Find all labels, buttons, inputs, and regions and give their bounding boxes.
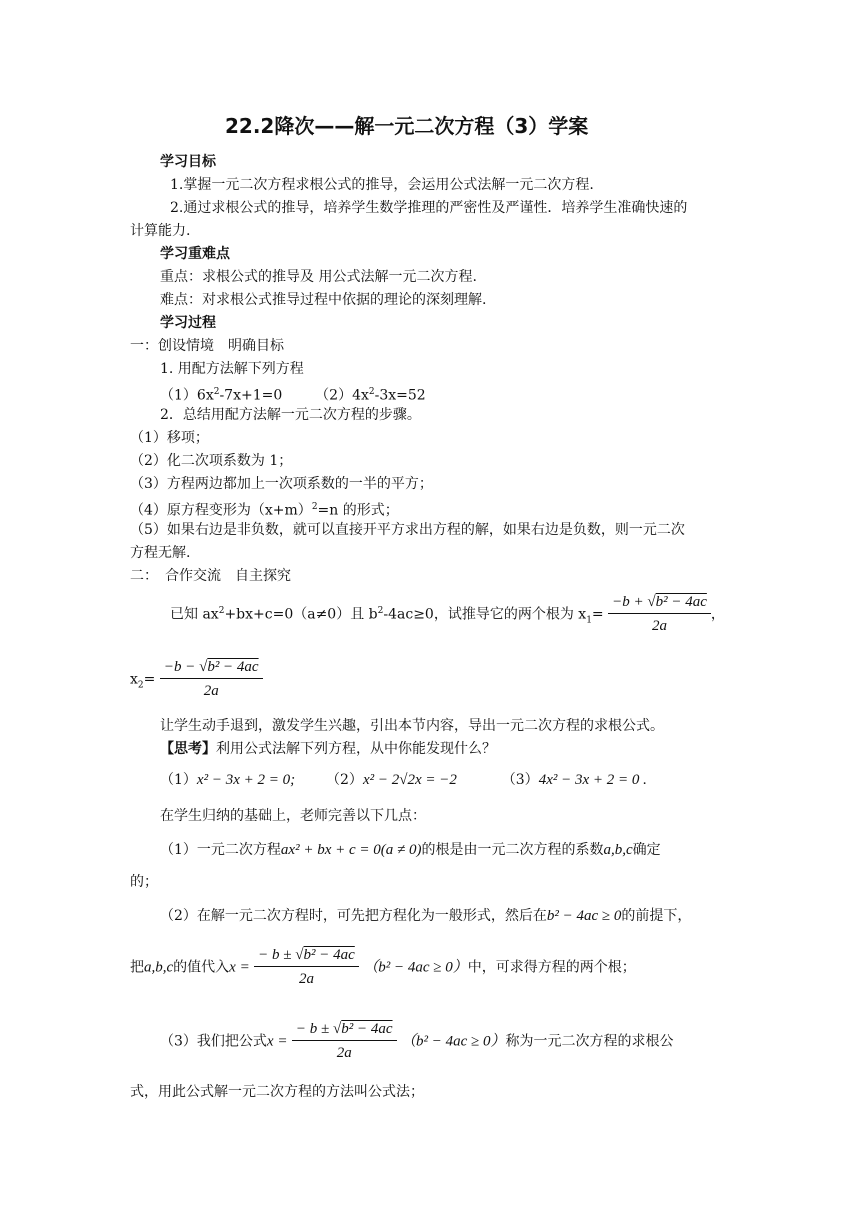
objective-2: 2.通过求根公式的推导，培养学生数学推理的严密性及严谨性．培养学生准确快速的 <box>170 200 688 216</box>
s2-radicand: b² − 4ac <box>303 947 355 963</box>
t2-label: （2） <box>326 772 363 788</box>
t2-equation: x² − 2√2x = −2 <box>362 772 457 788</box>
think-equations <box>160 770 647 790</box>
s2-c: 把 <box>130 959 144 976</box>
eq1-a: （1）6x <box>160 387 214 404</box>
objective-2-cont: 计算能力. <box>130 223 191 239</box>
page-title: 22.2降次——解一元二次方程（3）学案 <box>225 114 589 138</box>
think-label: 【思考】 <box>160 741 216 757</box>
focus-text: 重点：求根公式的推导及 用公式法解一元二次方程. <box>160 269 477 285</box>
step-4-a: （4）原方程变形为（x+m） <box>130 502 312 519</box>
question-1-equations: $(1)6x^2-7x+1=0$ $(2)4x^2-3x=52$ <box>160 387 426 404</box>
derive-d: = <box>591 606 604 623</box>
s2-condition: b² − 4ac ≥ 0 <box>546 908 622 924</box>
x1-radicand: b² − 4ac <box>655 594 707 611</box>
s1-a: （1）一元二次方程 <box>160 842 281 858</box>
step-4-b: =n 的形式； <box>317 502 399 519</box>
s3-b: 称为一元二次方程的求根公 <box>505 1033 674 1050</box>
s1-b: 的根是由一元二次方程的系数 <box>421 842 604 858</box>
part1-heading: 一：创设情境 明确目标 <box>130 338 284 354</box>
s2-x: x = <box>229 959 250 976</box>
difficulty-text: 难点：对求根公式推导过程中依据的理论的深刻理解. <box>160 292 487 308</box>
objectives-heading: 学习目标 <box>160 154 216 170</box>
t3-equation: 4x² − 3x + 2 = 0 . <box>538 772 647 788</box>
question-2: 2．总结用配方法解一元二次方程的步骤。 <box>160 407 421 423</box>
s2-b: 的前提下， <box>621 908 692 924</box>
derive-a: 已知 ax <box>170 606 219 623</box>
s3-num-a: − b ± <box>295 1021 334 1037</box>
x2-formula: $\frac{\text{−b − √b² − 4ac}}{2a}$ <box>160 656 263 703</box>
x2-formula-line: $x_2=$ $\frac{\text{−b − √b² − 4ac}}{2a}$ <box>130 656 263 708</box>
derive-c: -4ac≥0，试推导它的两个根为 x <box>383 606 587 623</box>
summary-3-cont: 式，用此公式解一元二次方程的方法叫公式法； <box>130 1084 424 1100</box>
t1-equation: x² − 3x + 2 = 0; <box>196 772 296 788</box>
s3-x: x = <box>266 1033 288 1050</box>
process-heading: 学习过程 <box>160 315 216 331</box>
step-5: （5）如果右边是非负数，就可以直接开平方求出方程的解，如果右边是负数，则一元二次 <box>130 522 685 538</box>
summary-3 <box>160 1018 674 1065</box>
step-5-cont: 方程无解. <box>130 545 191 561</box>
derivation-statement: 已知 $ax^2+bx+c=0(a\ne 0)$且 $b^2-4ac\ge 0$，试推导它的两个根为 $x_1=$ $\frac{\text{−b + √b² − 4ac}}{2a}$ ， <box>170 588 725 643</box>
x1-num-a: −b + <box>612 594 648 611</box>
step-3: （3）方程两边都加上一次项系数的一半的平方； <box>130 476 433 492</box>
s3-condition: （b² − 4ac ≥ 0） <box>400 1033 506 1050</box>
eq1-b: -7x+1=0 <box>219 387 283 404</box>
summary-1-cont: 的； <box>130 874 158 890</box>
s1-equation: ax² + bx + c = 0(a ≠ 0) <box>280 842 422 858</box>
question-1: 1. 用配方法解下列方程 <box>160 361 304 377</box>
key-points-heading: 学习重难点 <box>160 246 230 262</box>
s3-radicand: b² − 4ac <box>341 1021 393 1037</box>
x2-radicand: b² − 4ac <box>207 659 259 675</box>
encourage-text: 让学生动手退到，激发学生兴趣，引出本节内容，导出一元二次方程的求根公式。 <box>160 718 664 734</box>
s2-formula: $\frac{\text{− b ± √b² − 4ac}}{2a}$ <box>254 944 359 991</box>
s3-a: （3）我们把公式 <box>160 1033 267 1050</box>
s2-den: 2a <box>298 971 314 987</box>
s3-formula: $\frac{\text{− b ± √b² − 4ac}}{2a}$ <box>292 1018 397 1065</box>
summary-2-formula-line <box>130 944 636 991</box>
s3-den: 2a <box>336 1045 352 1061</box>
s1-abc: a,b,c <box>603 842 633 858</box>
s2-e: 中，可求得方程的两个根； <box>467 959 636 976</box>
x1-den: 2a <box>651 618 667 635</box>
s2-d: 的值代入 <box>173 959 230 976</box>
derive-b: +bx+c=0（a≠0）且 b <box>224 606 378 623</box>
x1-formula: $\frac{\text{−b + √b² − 4ac}}{2a}$ <box>608 591 711 638</box>
s2-abc: a,b,c <box>144 959 174 976</box>
think-line <box>160 739 496 759</box>
step-4: （4）原方程变形为$(x+m)^2=n$ 的形式； <box>130 502 399 519</box>
step-1: （1）移项； <box>130 430 209 446</box>
s2-condition-2: （b² − 4ac ≥ 0） <box>363 959 468 976</box>
s2-a: （2）在解一元二次方程时，可先把方程化为一般形式，然后在 <box>160 908 547 924</box>
eq2-b: -3x=52 <box>374 387 426 404</box>
summary-2 <box>160 906 691 926</box>
objective-1: 1.掌握一元二次方程求根公式的推导，会运用公式法解一元二次方程. <box>170 177 594 193</box>
step-2: （2）化二次项系数为 1； <box>130 453 293 469</box>
x2-num-a: −b − <box>163 659 200 675</box>
x2-den: 2a <box>203 683 219 699</box>
part2-heading: 二： 合作交流 自主探究 <box>130 568 291 584</box>
x2-label: x <box>130 671 138 688</box>
think-text: 利用公式法解下列方程，从中你能发现什么？ <box>216 741 496 757</box>
t3-label: （3） <box>501 772 539 788</box>
s2-num-a: − b ± <box>258 947 296 963</box>
summary-intro: 在学生归纳的基础上，老师完善以下几点： <box>160 808 426 824</box>
s1-c: 确定 <box>632 842 661 858</box>
t1-label: （1） <box>160 772 197 788</box>
eq2-a: （2）4x <box>315 387 369 404</box>
summary-1 <box>160 840 661 860</box>
